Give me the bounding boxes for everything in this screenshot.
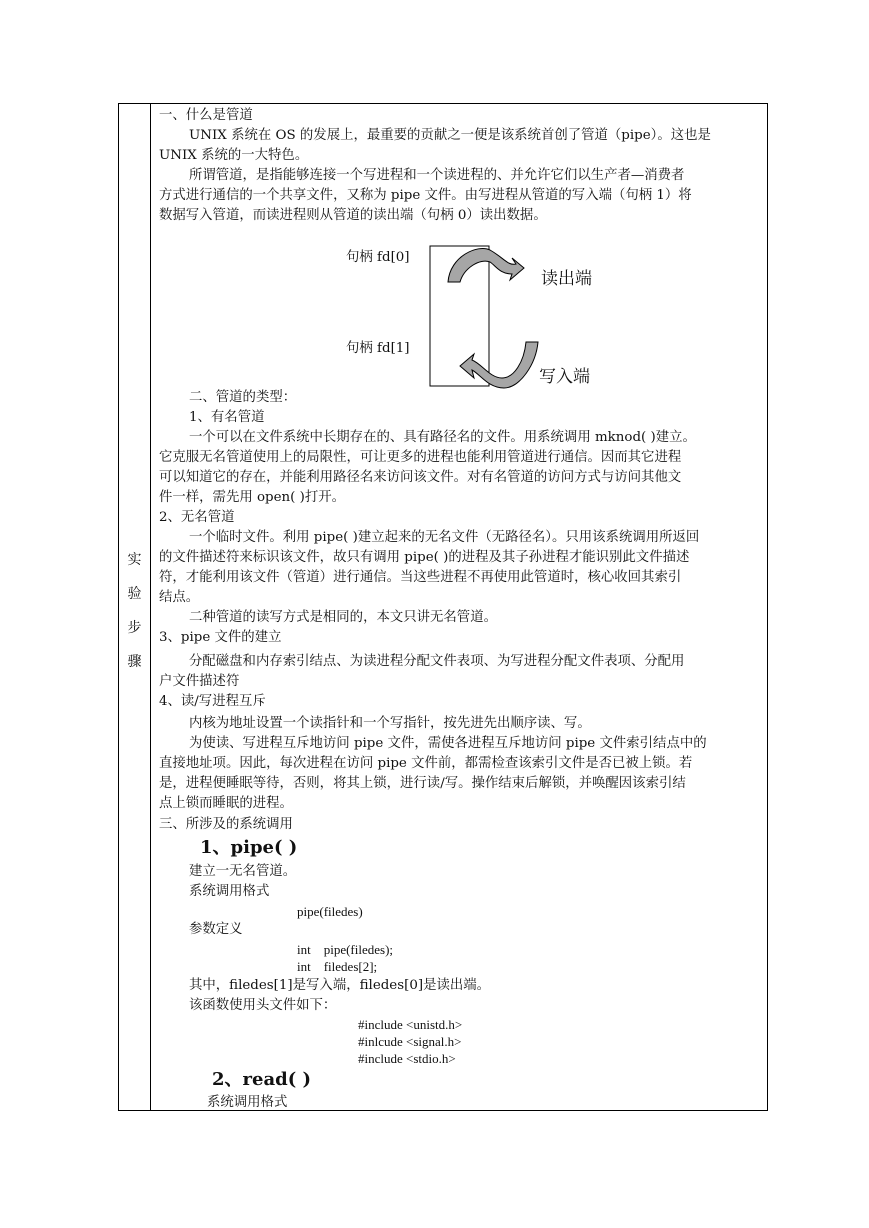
sub-heading: 1、有名管道 [189,410,265,425]
paragraph-line: 一个可以在文件系统中长期存在的、具有路径名的文件。用系统调用 mknod( )建立。 [189,430,696,445]
paragraph-line: 二种管道的读写方式是相同的，本文只讲无名管道。 [189,610,497,625]
paragraph-line: 该函数使用头文件如下： [189,998,337,1013]
side-label-cell [119,103,150,1111]
paragraph-line: 户文件描述符 [159,674,240,689]
syscall-heading: 2、read( ) [212,1069,312,1090]
code-line: #include <stdio.h> [358,1051,456,1066]
code-line: int pipe(filedes); [297,942,394,957]
paragraph-line: 符，才能利用该文件（管道）进行通信。当这些进程不再使用此管道时，核心收回其索引 [159,570,682,585]
sub-heading: 2、无名管道 [159,510,235,525]
paragraph-line: 件一样，需先用 open( )打开。 [159,490,346,505]
code-line: #inlcude <signal.h> [358,1034,462,1049]
paragraph-line: 一个临时文件。利用 pipe( )建立起来的无名文件（无路径名）。只用该系统调用所返回 [189,530,700,545]
code-line: pipe(filedes) [297,904,363,919]
paragraph-line: 直接地址项。因此，每次进程在访问 pipe 文件前，都需检查该索引文件是否已被上锁。若 [159,756,693,771]
paragraph-line: 点上锁而睡眠的进程。 [159,796,293,811]
paragraph-line: 方式进行通信的一个共享文件，又称为 pipe 文件。由写进程从管道的写入端（句柄 1）将 [159,188,692,203]
section-heading: 一、什么是管道 [159,108,253,123]
syscall-heading: 1、pipe( ) [200,837,298,858]
paragraph-line: UNIX 系统的一大特色。 [159,148,309,163]
section-heading: 三、所涉及的系统调用 [159,817,293,832]
read-end-label: 读出端 [541,269,592,289]
paragraph-line: 系统调用格式 [207,1095,288,1110]
paragraph-line: UNIX 系统在 OS 的发展上，最重要的贡献之一便是该系统首创了管道（pipe）。这也是 [189,128,711,143]
code-line: int filedes[2]; [297,959,378,974]
side-label-char: 骤 [127,654,142,670]
paragraph-line: 其中，filedes[1]是写入端，filedes[0]是读出端。 [189,978,491,993]
paragraph-line: 结点。 [159,590,200,605]
paragraph-line: 可以知道它的存在，并能利用路径名来访问该文件。对有名管道的访问方式与访问其他文 [159,470,682,485]
sub-heading: 3、pipe 文件的建立 [159,630,282,645]
paragraph-line: 分配磁盘和内存索引结点、为读进程分配文件表项、为写进程分配文件表项、分配用 [189,654,685,669]
paragraph-line: 系统调用格式 [189,884,270,899]
sub-heading: 4、读/写进程互斥 [159,694,266,709]
side-label-char: 步 [127,620,142,636]
column-divider [150,103,151,1111]
paragraph-line: 数据写入管道，而读进程则从管道的读出端（句柄 0）读出数据。 [159,208,547,223]
paragraph-line: 它克服无名管道使用上的局限性，可让更多的进程也能利用管道进行通信。因而其它进程 [159,450,682,465]
code-line: #include <unistd.h> [358,1017,463,1032]
paragraph-line: 建立一无名管道。 [189,864,297,879]
write-end-label: 写入端 [539,367,590,387]
fd0-label: 句柄 fd[0] [346,250,410,265]
fd1-label: 句柄 fd[1] [346,341,410,356]
read-arrow [448,248,524,282]
write-arrow [460,342,538,388]
paragraph-line: 为使读、写进程互斥地访问 pipe 文件，需使各进程互斥地访问 pipe 文件索引结点中的 [189,736,707,751]
side-label-char: 实 [127,552,142,568]
section-heading: 二、管道的类型： [189,390,297,405]
paragraph-line: 所谓管道，是指能够连接一个写进程和一个读进程的、并允许它们以生产者—消费者 [189,168,685,183]
paragraph-line: 内核为地址设置一个读指针和一个写指针，按先进先出顺序读、写。 [189,716,591,731]
side-label-char: 验 [127,586,142,602]
paragraph-line: 是，进程便睡眠等待，否则，将其上锁，进行读/写。操作结束后解锁，并唤醒因该索引结 [159,776,686,791]
paragraph-line: 的文件描述符来标识该文件，故只有调用 pipe( )的进程及其子孙进程才能识别此文件描述 [159,550,690,565]
pipe-diagram-graphic [420,238,540,390]
paragraph-line: 参数定义 [189,922,243,937]
